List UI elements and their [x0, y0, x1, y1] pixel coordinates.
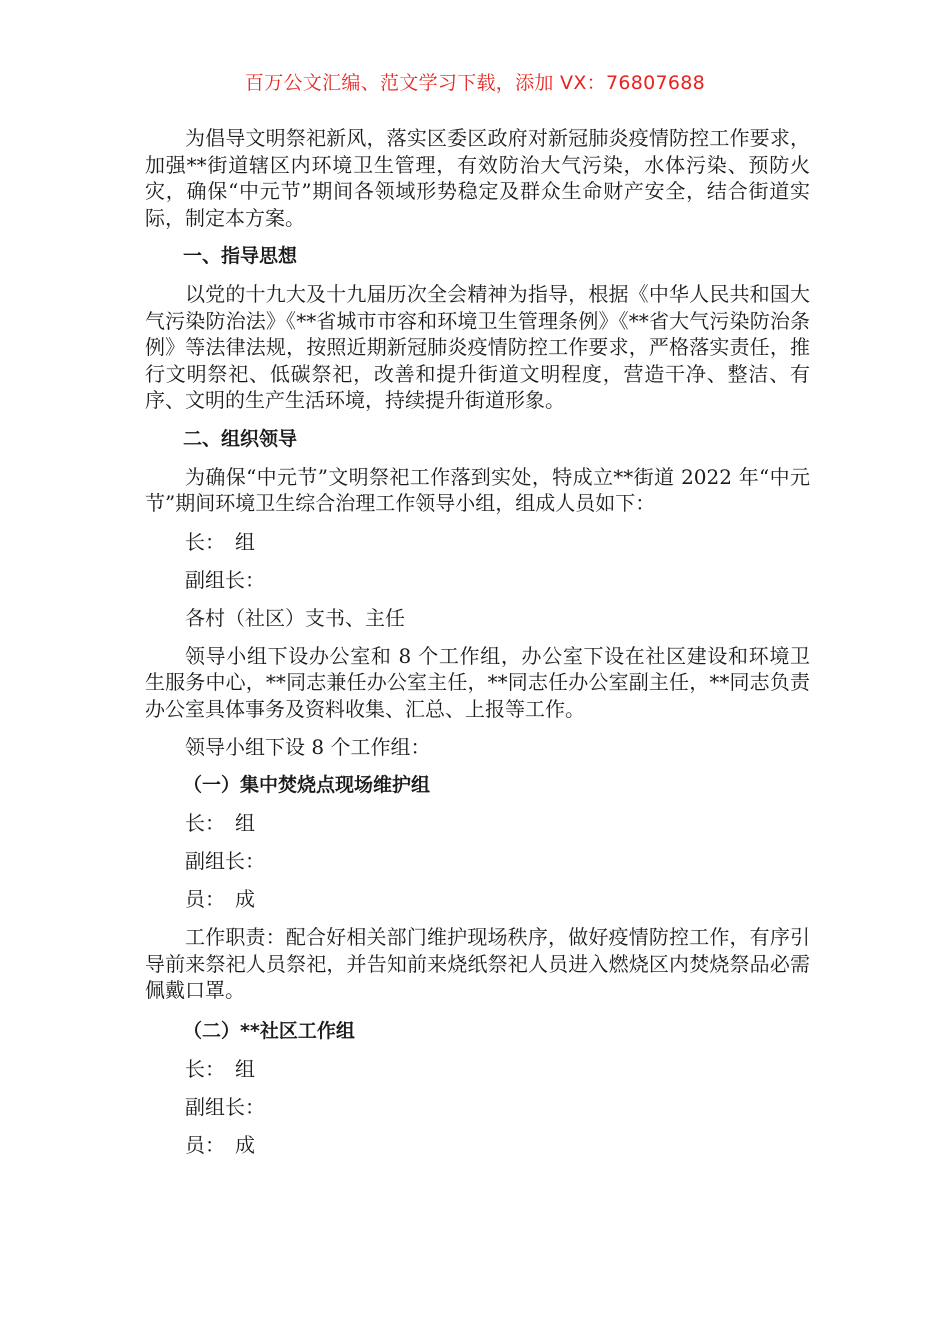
document-body — [145, 125, 810, 1158]
group1-leader-line: 长： 组 — [185, 811, 255, 835]
section1-heading: 一、指导思想 — [183, 245, 298, 267]
group2-heading: （二）**社区工作组 — [183, 1019, 355, 1042]
group1-member-line: 员： 成 — [185, 887, 255, 911]
group1-duty-paragraph: 工作职责：配合好相关部门维护现场秩序，做好疫情防控工作，有序引导前来祭祀人员祭祀，并告知前来烧纸祭祀人员进入燃烧区内焚烧祭品必需佩戴口罩。 — [145, 925, 810, 1002]
group2-deputy-line: 副组长： — [185, 1094, 265, 1119]
intro-paragraph: 为倡导文明祭祀新风，落实区委区政府对新冠肺炎疫情防控工作要求，加强**街道辖区内环境卫生管理，有效防治大气污染，水体污染、预防火灾，确保“中元节”期间各领域形势稳定及群众生命财产安全，结合街道实际，制定本方案。 — [145, 126, 810, 230]
group2-leader-line: 长： 组 — [185, 1056, 255, 1081]
section2-paragraph: 为确保“中元节”文明祭祀工作落到实处，特成立**街道 2022 年“中元节”期间环境卫生综合治理工作领导小组，组成人员如下： — [145, 464, 810, 515]
promo-banner: 百万公文汇编、范文学习下载，添加 VX：76807688 — [244, 72, 706, 94]
group1-heading: （一）集中焚烧点现场维护组 — [183, 774, 431, 796]
section2-heading: 二、组织领导 — [183, 427, 298, 450]
section1-paragraph: 以党的十九大及十九届历次全会精神为指导，根据《中华人民共和国大气污染防治法》《**省城市市容和环境卫生管理条例》《**省大气污染防治条例》等法律法规，按照近期新冠肺炎疫情防控工作要求，严格落实责任，推行文明祭祀、低碳祭祀，改善和提升街道文明程度，营造干净、整洁、有序、文明的生产生活环境，持续提升街道形象。 — [145, 282, 810, 412]
group1-deputy-line: 副组长： — [185, 849, 265, 873]
deputy-line: 副组长： — [185, 567, 265, 592]
villages-line: 各村（社区）支书、主任 — [185, 605, 405, 630]
groups-intro: 领导小组下设 8 个工作组： — [185, 735, 431, 759]
office-paragraph: 领导小组下设办公室和 8 个工作组，办公室下设在社区建设和环境卫生服务中心，**同志兼任办公室主任，**同志任办公室副主任，**同志负责办公室具体事务及资料收集、汇总、上报等工作。 — [145, 643, 810, 721]
leader-line: 长： 组 — [185, 529, 255, 554]
group2-member-line: 员： 成 — [185, 1132, 255, 1157]
